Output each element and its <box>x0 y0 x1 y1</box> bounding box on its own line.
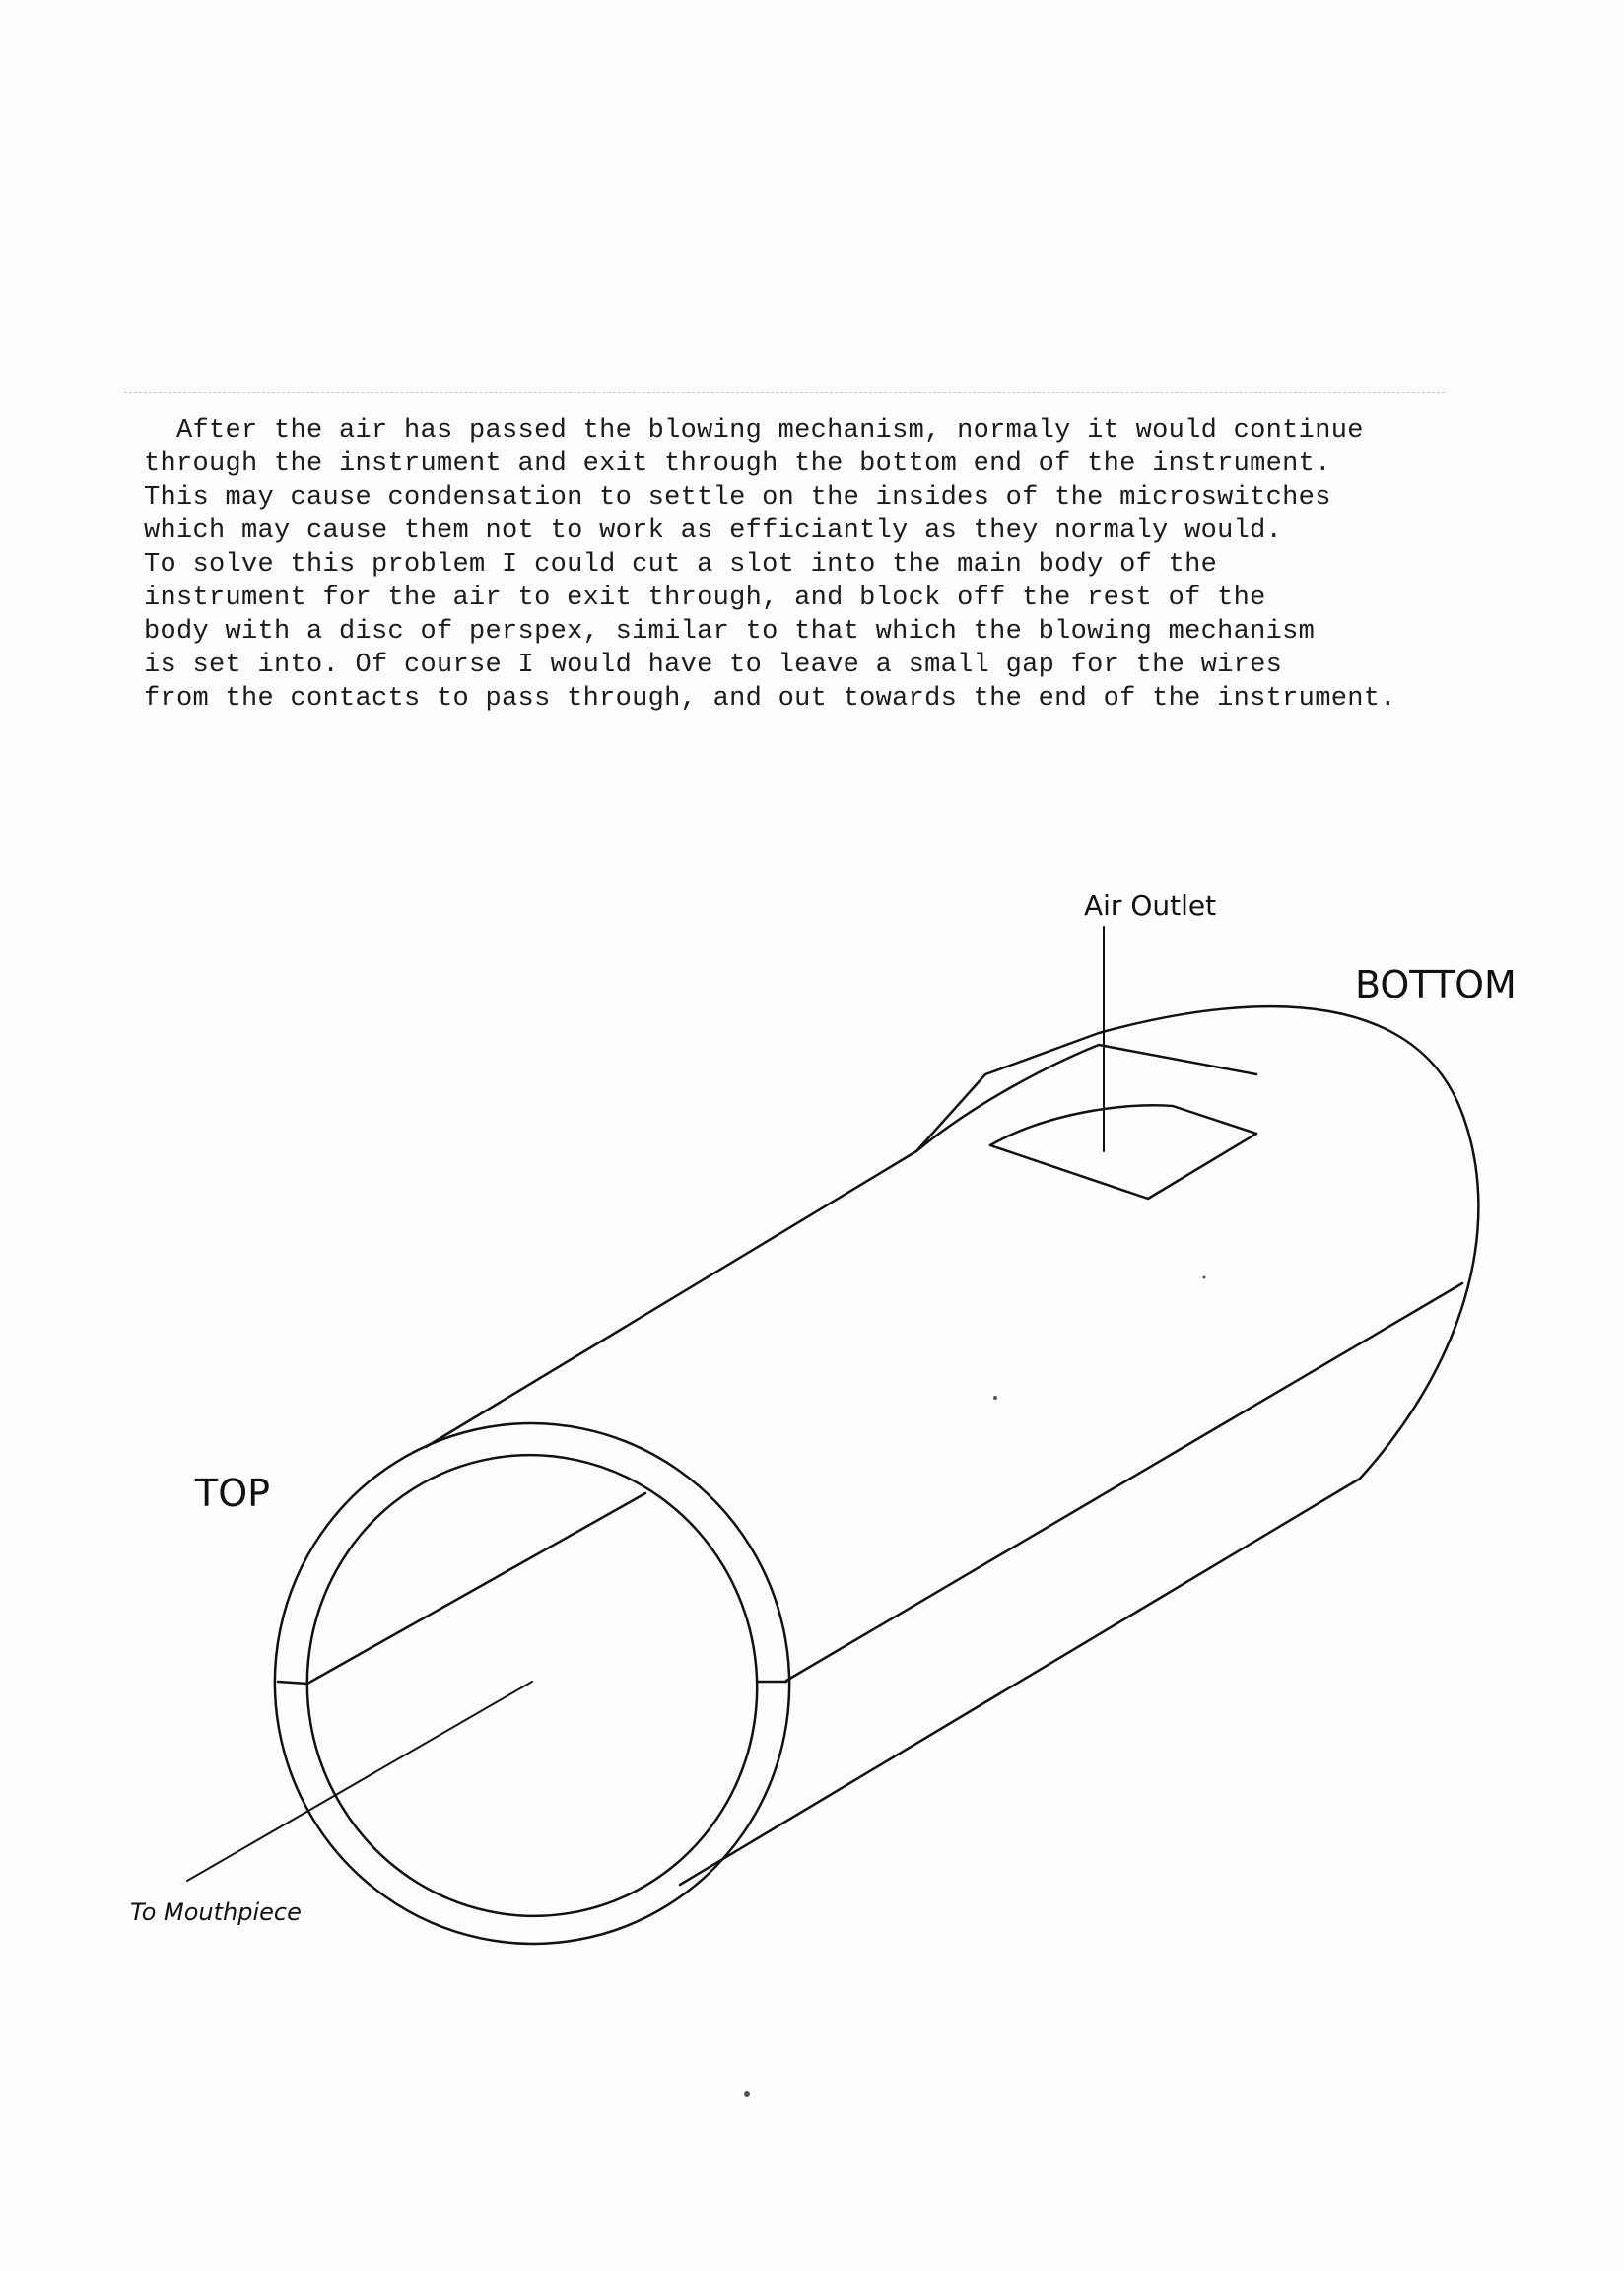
air-outlet-slot-inner <box>990 1105 1256 1145</box>
air-outlet-slot-edge <box>990 1134 1256 1199</box>
mouthpiece-leader <box>187 1682 532 1881</box>
paragraph-line: is set into. Of course I would have to leave a small gap for the wires <box>144 651 1283 680</box>
paragraph-line: After the air has passed the blowing mechanism, normaly it would continue <box>144 416 1364 446</box>
paragraph-line: instrument for the air to exit through, and block off the rest of the <box>144 584 1266 613</box>
tube-top-silhouette-rear <box>916 1033 1099 1151</box>
paragraph-line: from the contacts to pass through, and out towards the end of the instrument. <box>144 684 1396 714</box>
label-air-outlet: Air Outlet <box>1084 889 1217 922</box>
paper-speck <box>993 1396 997 1400</box>
inner-guide-line <box>307 1493 645 1684</box>
paragraph-line: through the instrument and exit through the bottom end of the instrument. <box>144 449 1331 479</box>
tube-bottom-end-outline <box>1099 1006 1478 1479</box>
paragraph-line: To solve this problem I could cut a slot into the main body of the <box>144 550 1218 580</box>
label-to-mouthpiece: To Mouthpiece <box>130 1898 302 1926</box>
tube-seam-line <box>786 1283 1462 1681</box>
paragraph-line: This may cause condensation to settle on the insides of the microswitches <box>144 483 1331 513</box>
tube-top-end-outer-ring <box>234 1383 831 1985</box>
paragraph-line: which may cause them not to work as efficiantly as they normaly would. <box>144 516 1283 546</box>
paper-speck <box>744 2091 750 2097</box>
paragraph-line: body with a disc of perspex, similar to that which the blowing mechanism <box>144 617 1316 647</box>
tube-top-silhouette <box>426 1151 916 1447</box>
label-bottom: BOTTOM <box>1355 963 1517 1006</box>
paper-speck <box>1203 1276 1206 1279</box>
label-top: TOP <box>195 1472 271 1515</box>
ring-tick-left <box>278 1682 307 1684</box>
air-outlet-slot-outer <box>916 1045 1256 1151</box>
